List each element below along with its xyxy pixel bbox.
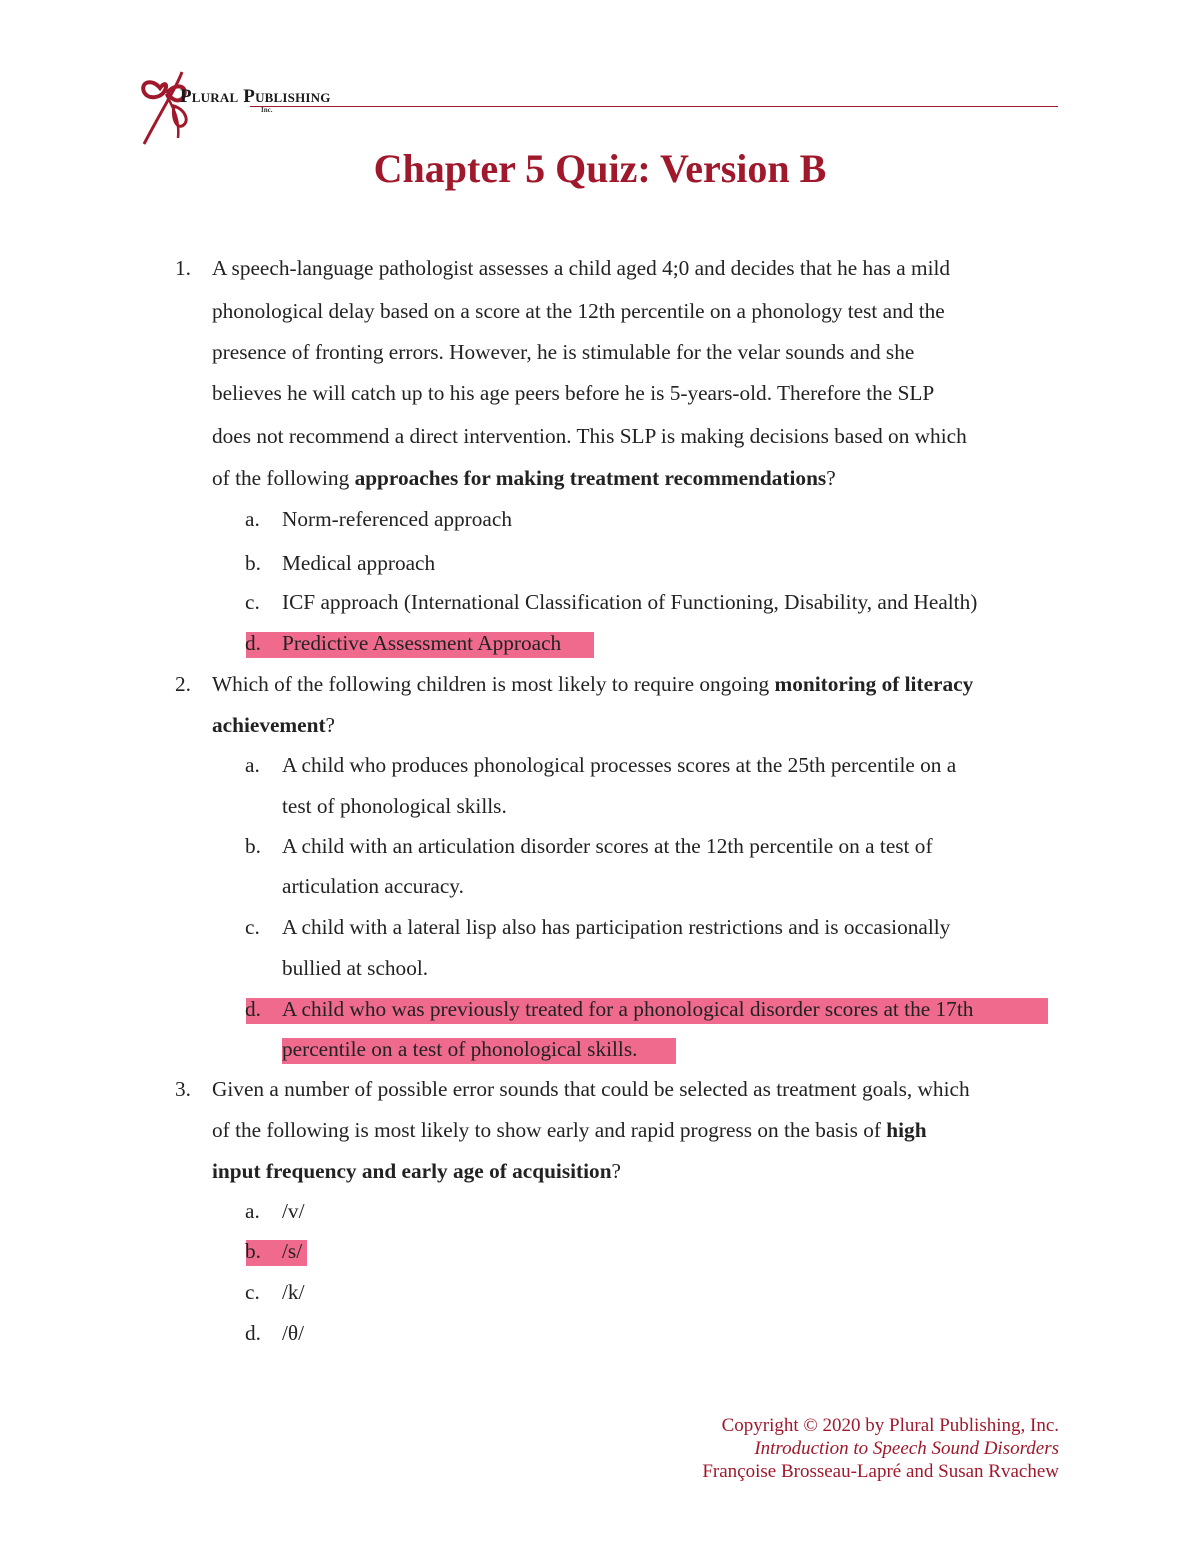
question-text-line: phonological delay based on a score at the 12th percentile on a phonology test and the [212, 299, 945, 323]
emphasis: approaches for making treatment recommendations [354, 466, 827, 490]
copyright-line: Copyright © 2020 by Plural Publishing, Inc. [721, 1415, 1059, 1436]
header-rule [250, 106, 1058, 107]
emphasis: high [886, 1118, 927, 1142]
question-number: 1. [175, 256, 191, 280]
question-text-line: achievement? [212, 713, 335, 737]
question-text-line: does not recommend a direct intervention. This SLP is making decisions based on which [212, 424, 967, 448]
logo-inc: Inc. [261, 106, 273, 114]
emphasis: monitoring of literacy [774, 672, 974, 696]
question-number: 2. [175, 672, 191, 696]
logo-text: Plural Publishing [180, 86, 331, 107]
authors-line: Françoise Brosseau-Lapré and Susan Rvachew [702, 1461, 1059, 1482]
option-c-continued: bullied at school. [282, 956, 429, 980]
option-b-continued: articulation accuracy. [282, 874, 464, 898]
ribbon-logo-icon [138, 66, 198, 150]
book-title: Introduction to Speech Sound Disorders [754, 1438, 1059, 1459]
question-text-line: Which of the following children is most likely to require ongoing monitoring of literacy [212, 672, 974, 696]
question-text-line: of the following is most likely to show early and rapid progress on the basis of high [212, 1118, 927, 1142]
option-d-continued: percentile on a test of phonological skills. [282, 1037, 638, 1061]
page-title: Chapter 5 Quiz: Version B [373, 146, 827, 191]
question-text-line: presence of fronting errors. However, he is stimulable for the velar sounds and she [212, 340, 915, 364]
question-text-line: A speech-language pathologist assesses a child aged 4;0 and decides that he has a mild [212, 256, 951, 280]
emphasis: achievement [212, 713, 326, 737]
question-text-line: believes he will catch up to his age peers before he is 5-years-old. Therefore the SLP [212, 381, 935, 405]
question-number: 3. [175, 1077, 191, 1101]
option-a-continued: test of phonological skills. [282, 794, 507, 818]
question-text-line: input frequency and early age of acquisition? [212, 1159, 621, 1183]
publisher-logo [138, 66, 378, 150]
emphasis: input frequency and early age of acquisition [212, 1159, 612, 1183]
page-footer [702, 1414, 1059, 1483]
question-text-line: of the following approaches for making treatment recommendations? [212, 466, 836, 490]
question-text-line: Given a number of possible error sounds that could be selected as treatment goals, which [212, 1077, 970, 1101]
